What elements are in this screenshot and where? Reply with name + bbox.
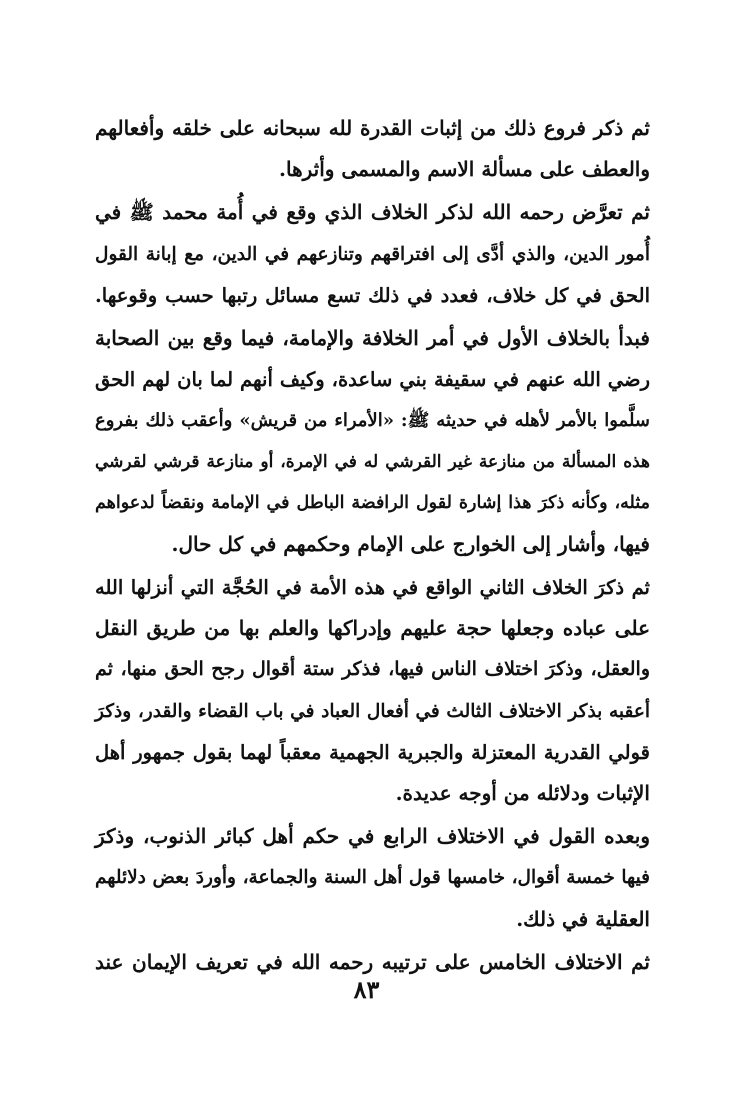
text-line: على عباده وجعلها حجة عليهم وإدراكها والعلم بها من طريق النقل	[95, 616, 650, 641]
text-line: الإثبات ودلائله من أوجه عديدة.	[395, 781, 650, 805]
text-line: والعطف على مسألة الاسم والمسمى وأثرها.	[279, 157, 650, 182]
text-line: أعقبه بذكر الاختلاف الثالث في أفعال العباد في باب القضاء والقدر، وذكرَ	[95, 700, 650, 722]
text-line: وبعده القول في الاختلاف الرابع في حكم أهل كبائر الذنوب، وذكرَ	[95, 824, 650, 849]
text-line: رضي الله عنهم في سقيفة بني ساعدة، وكيف أنهم لما بان لهم الحق	[95, 368, 650, 392]
page-number: ٨٣	[353, 975, 380, 1004]
text-line: ثم ذكرَ الخلاف الثاني الواقع في هذه الأمة في الحُجَّة التي أنزلها الله	[95, 576, 650, 600]
text-line: فبدأ بالخلاف الأول في أمر الخلافة والإمامة، فيما وقع بين الصحابة	[95, 325, 650, 350]
text-line: مثله، وكأنه ذكرَ هذا إشارة لقول الرافضة الباطل في الإمامة ونقضاً لدعواهم	[95, 492, 650, 513]
text-line: أُمور الدين، والذي أدَّى إلى افتراقهم وتنازعهم في الدين، مع إبانة القول	[95, 243, 650, 265]
text-line: الحق في كل خلاف، فعدد في ذلك تسع مسائل رتبها حسب وقوعها.	[95, 283, 650, 307]
text-line: العقلية في ذلك.	[516, 906, 650, 931]
text-line: ثم تعرَّض رحمه الله لذكر الخلاف الذي وقع في أُمة محمد ﷺ في	[95, 200, 650, 225]
text-line: فيها، وأشار إلى الخوارج على الإمام وحكمهم في كل حال.	[171, 531, 650, 556]
text-line: قولي القدرية المعتزلة والجبرية الجهمية معقباً لهما بقول جمهور أهل	[95, 740, 650, 764]
text-line: فيها خمسة أقوال، خامسها قول أهل السنة والجماعة، وأوردَ بعض دلائلهم	[95, 867, 650, 889]
text-line: ثم الاختلاف الخامس على ترتيبه رحمه الله في تعريف الإيمان عند	[95, 949, 650, 974]
body-text	[95, 108, 650, 983]
text-line: والعقل، وذكرَ اختلاف الناس فيها، فذكر ستة أقوال رجح الحق منها، ثم	[95, 658, 650, 681]
text-line: سلَّموا بالأمر لأهله في حديثه ﷺ: «الأمراء من قريش» وأعقب ذلك بفروع	[95, 410, 650, 432]
text-line: ثم ذكر فروع ذلك من إثبات القدرة لله سبحانه على خلقه وأفعالهم	[95, 116, 650, 140]
text-line: هذه المسألة من منازعة غير القرشي له في الإمرة، أو منازعة قرشي لقرشي	[95, 451, 650, 472]
